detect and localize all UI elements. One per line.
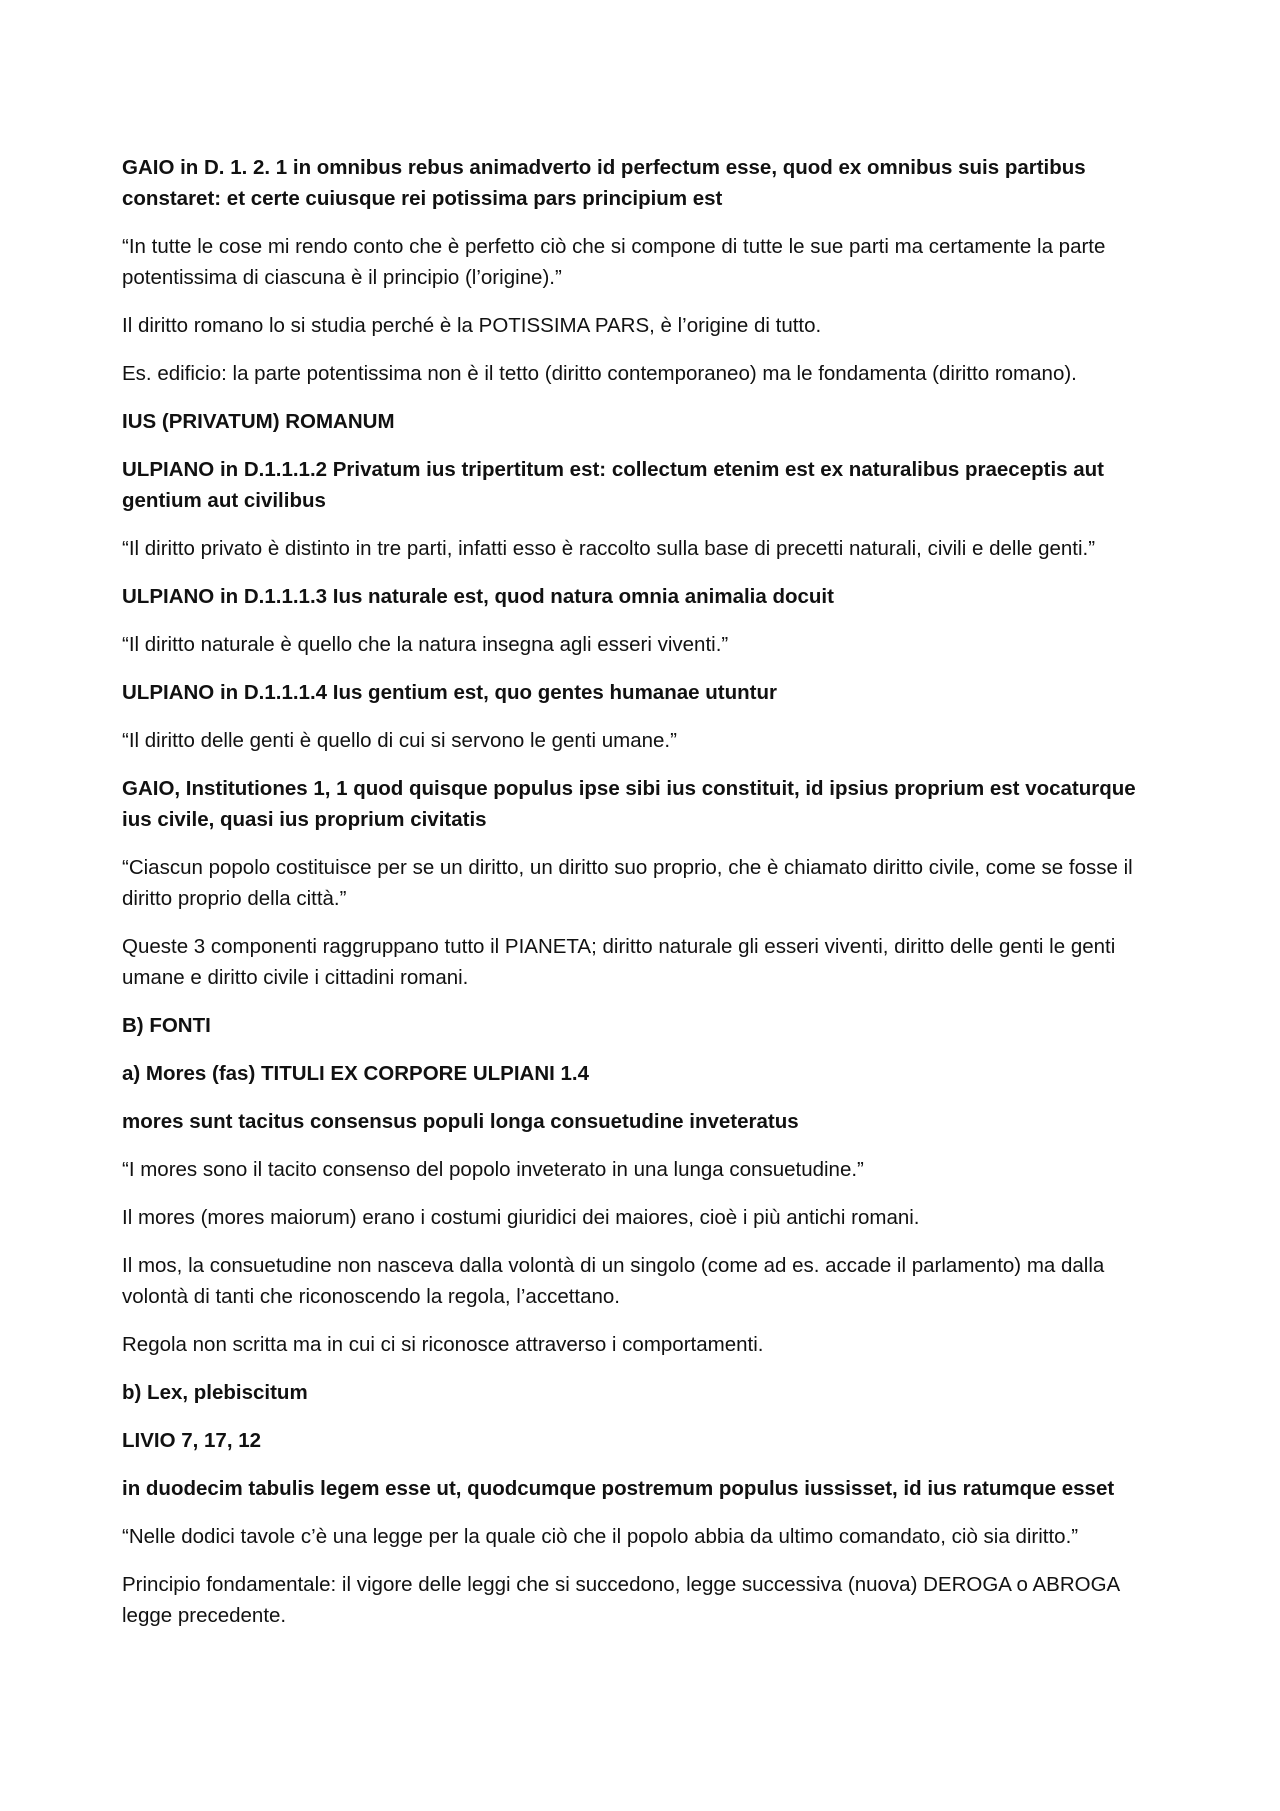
citation-gaio-institutiones: GAIO, Institutiones 1, 1 quod quisque populus ipse sibi ius constituit, id ipsius proprium est vocaturque ius civile, quasi ius proprium civitatis — [122, 777, 1136, 831]
citation-gaio-d1-2-1: GAIO in D. 1. 2. 1 in omnibus rebus animadverto id perfectum esse, quod ex omnibus suis partibus constaret: et certe cuiusque rei potissima pars principium est — [122, 156, 1086, 210]
body-paragraph: Queste 3 componenti raggruppano tutto il PIANETA; diritto naturale gli esseri viventi, diritto delle genti le genti umane e diritto civile i cittadini romani. — [122, 935, 1116, 989]
document-body — [122, 152, 1162, 1648]
citation-livio: LIVIO 7, 17, 12 — [122, 1429, 262, 1452]
subheading-mores: a) Mores (fas) TITULI EX CORPORE ULPIANI 1.4 — [122, 1062, 590, 1085]
citation-ulpiano-d1-1-1-2: ULPIANO in D.1.1.1.2 Privatum ius tripertitum est: collectum etenim est ex naturalibus praeceptis aut gentium aut civilibus — [122, 458, 1104, 512]
citation-mores-definition: mores sunt tacitus consensus populi longa consuetudine inveteratus — [122, 1110, 799, 1133]
citation-ulpiano-d1-1-1-4: ULPIANO in D.1.1.1.4 Ius gentium est, quo gentes humanae utuntur — [122, 681, 777, 704]
section-heading-ius-privatum: IUS (PRIVATUM) ROMANUM — [122, 410, 395, 433]
body-paragraph: Es. edificio: la parte potentissima non è il tetto (diritto contemporaneo) ma le fondamenta (diritto romano). — [122, 362, 1077, 385]
translation-paragraph: “Ciascun popolo costituisce per se un diritto, un diritto suo proprio, che è chiamato diritto civile, come se fosse il diritto proprio della città.” — [122, 856, 1133, 910]
body-paragraph: Il diritto romano lo si studia perché è la POTISSIMA PARS, è l’origine di tutto. — [122, 314, 822, 337]
citation-ulpiano-d1-1-1-3: ULPIANO in D.1.1.1.3 Ius naturale est, quod natura omnia animalia docuit — [122, 585, 834, 608]
translation-paragraph: “Il diritto delle genti è quello di cui si servono le genti umane.” — [122, 729, 677, 752]
translation-paragraph: “Nelle dodici tavole c’è una legge per la quale ciò che il popolo abbia da ultimo comandato, ciò sia diritto.” — [122, 1525, 1079, 1548]
body-paragraph: Regola non scritta ma in cui ci si riconosce attraverso i comportamenti. — [122, 1333, 764, 1356]
body-paragraph: Principio fondamentale: il vigore delle leggi che si succedono, legge successiva (nuova) DEROGA o ABROGA legge precedente. — [122, 1573, 1120, 1627]
translation-paragraph: “I mores sono il tacito consenso del popolo inveterato in una lunga consuetudine.” — [122, 1158, 864, 1181]
translation-paragraph: “Il diritto privato è distinto in tre parti, infatti esso è raccolto sulla base di precetti naturali, civili e delle genti.” — [122, 537, 1096, 560]
subheading-lex-plebiscitum: b) Lex, plebiscitum — [122, 1381, 308, 1404]
section-heading-fonti: B) FONTI — [122, 1014, 211, 1037]
citation-duodecim-tabulis: in duodecim tabulis legem esse ut, quodcumque postremum populus iussisset, id ius ratumque esset — [122, 1477, 1115, 1500]
translation-paragraph: “In tutte le cose mi rendo conto che è perfetto ciò che si compone di tutte le sue parti ma certamente la parte potentissima di ciascuna è il principio (l’origine).” — [122, 235, 1106, 289]
body-paragraph: Il mores (mores maiorum) erano i costumi giuridici dei maiores, cioè i più antichi romani. — [122, 1206, 920, 1229]
translation-paragraph: “Il diritto naturale è quello che la natura insegna agli esseri viventi.” — [122, 633, 729, 656]
body-paragraph: Il mos, la consuetudine non nasceva dalla volontà di un singolo (come ad es. accade il parlamento) ma dalla volontà di tanti che riconoscendo la regola, l’accettano. — [122, 1254, 1105, 1308]
